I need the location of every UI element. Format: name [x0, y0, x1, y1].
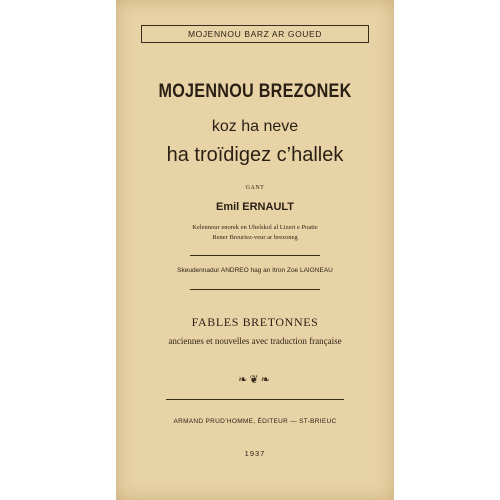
divider-bottom [166, 399, 344, 400]
illustrators-credit: Skeudennadur ANDREO hag an Itron Zoe LAIGNEAU [177, 267, 333, 274]
by-label: GANT [245, 185, 265, 191]
french-title: FABLES BRETONNES [191, 315, 319, 329]
divider-middle [190, 289, 320, 290]
series-label: MOJENNOU BARZ AR GOUED [187, 29, 323, 39]
ornament-icon: ❧❦❧ [238, 374, 272, 386]
book-subtitle-line-2: ha troïdigez c’hallek [166, 144, 344, 166]
author-affiliation-2: Rener Breuriez-veur ar brezoneg [212, 234, 298, 241]
book-title: MOJENNOU BREZONEK [158, 80, 352, 102]
publisher-line: ARMAND PRUD’HOMME, ÉDITEUR — ST-BRIEUC [173, 418, 337, 425]
book-cover [116, 0, 394, 500]
series-label-box [141, 25, 369, 43]
author-name: Emil ERNAULT [215, 201, 295, 213]
book-subtitle-line-1: koz ha neve [211, 118, 299, 135]
author-affiliation-1: Kelennour enorek en Uhelskol al Lizeri e Poatie [192, 224, 318, 231]
french-subtitle: anciennes et nouvelles avec traduction française [168, 336, 342, 346]
publication-year: 1937 [244, 449, 266, 458]
divider-top [190, 255, 320, 256]
